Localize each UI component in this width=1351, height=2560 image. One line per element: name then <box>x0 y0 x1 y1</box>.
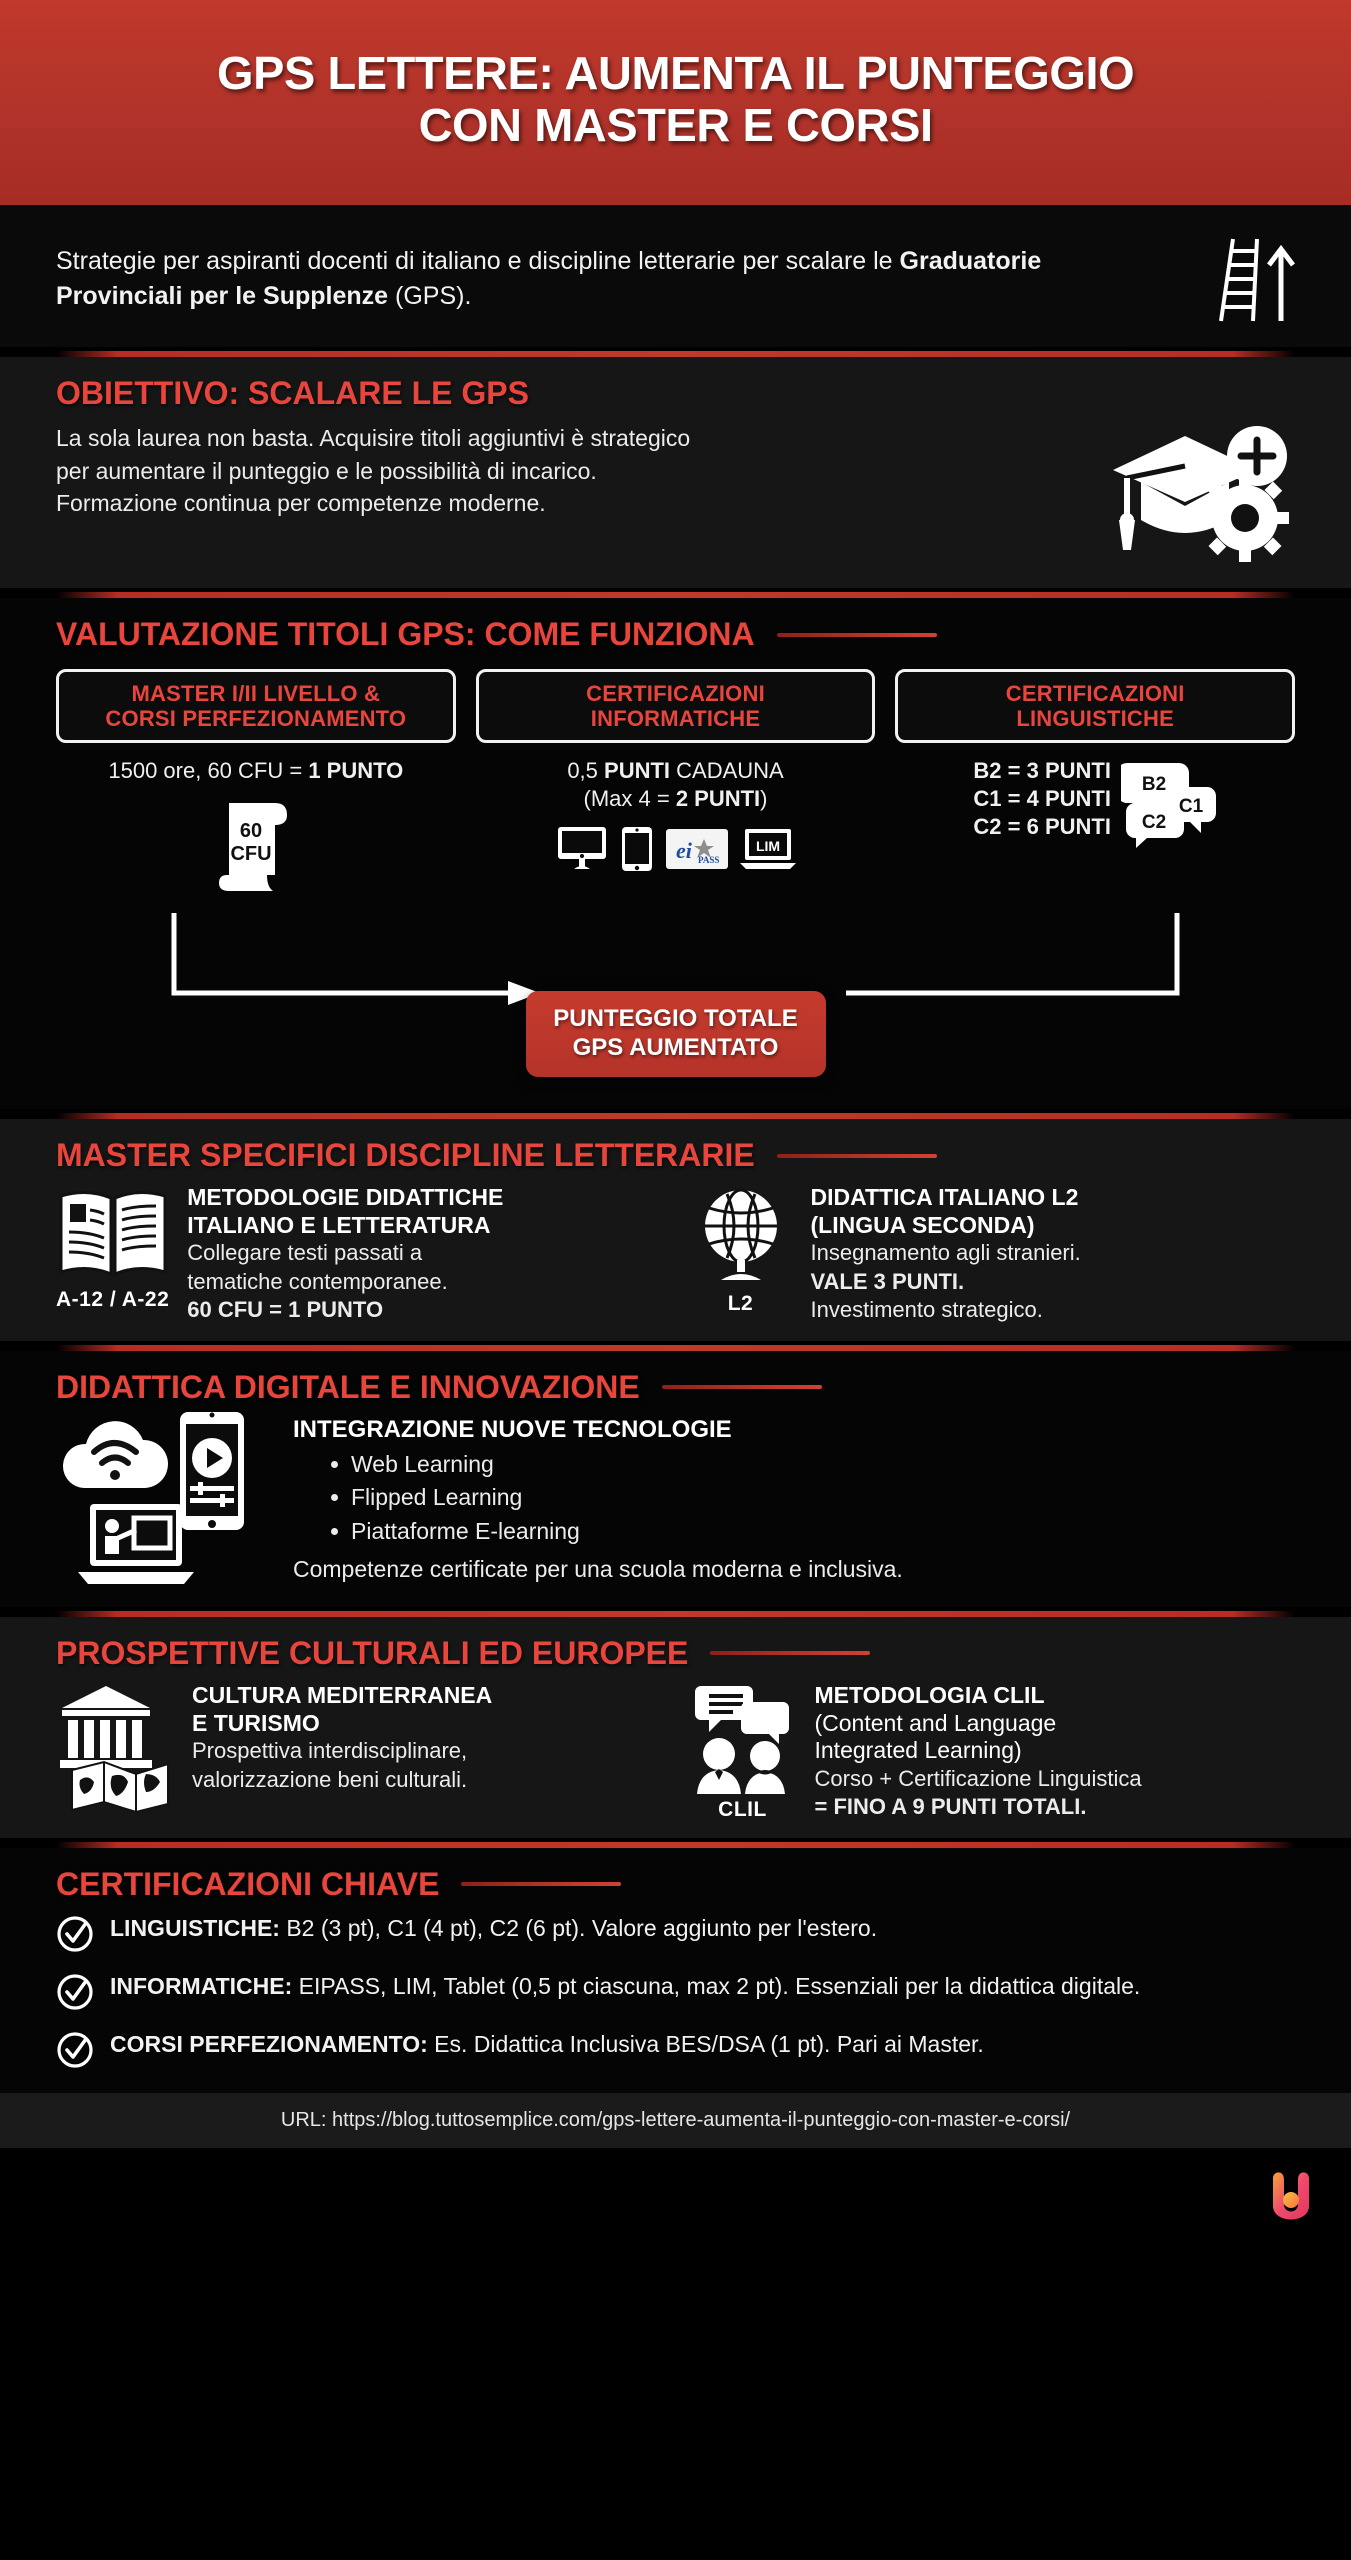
digital-bullet-list <box>329 1448 903 1548</box>
master-heading-row <box>56 1137 1295 1174</box>
check-circle-icon <box>56 1915 94 1953</box>
informatiche-icon-row <box>556 825 796 873</box>
card-informatiche-line-1: CERTIFICAZIONI <box>586 680 765 706</box>
section-valutazione <box>0 598 1351 1109</box>
cert-label: CORSI PERFEZIONAMENTO: <box>110 2030 428 2057</box>
temple-map-icon <box>56 1682 174 1812</box>
digital-icon-cluster <box>56 1416 271 1591</box>
cultural-item-desc: Prospettiva interdisciplinare, valorizzazione beni culturali. <box>192 1738 468 1792</box>
logo-band <box>0 2148 1351 2268</box>
check-circle-icon <box>56 1973 94 2011</box>
obiettivo-heading-row <box>56 375 1295 412</box>
heading-rule <box>662 1385 822 1389</box>
title-line-2: CON MASTER E CORSI <box>418 98 933 151</box>
master-note-plain: 1500 ore, 60 CFU = <box>108 758 309 783</box>
section-certificazioni-chiave <box>0 1848 1351 2093</box>
open-book-icon <box>57 1184 169 1284</box>
valutazione-heading: VALUTAZIONE TITOLI GPS: COME FUNZIONA <box>56 616 755 652</box>
total-score-box <box>526 991 826 1077</box>
evaluation-cards <box>56 669 1295 893</box>
section-master-specifici <box>0 1119 1351 1341</box>
source-url: URL: https://blog.tuttosemplice.com/gps-lettere-aumenta-il-punteggio-con-master-e-corsi/ <box>280 2108 1071 2131</box>
flow-diagram <box>56 663 1295 1093</box>
master-item-desc: Collegare testi passati a tematiche contemporanee. 60 CFU = 1 PUNTO <box>187 1240 448 1323</box>
list-item: Flipped Learning <box>329 1481 903 1514</box>
list-item: Web Learning <box>329 1448 903 1481</box>
subtitle-text <box>56 244 1161 315</box>
evaluation-column-master <box>56 669 456 893</box>
svg-text:PASS: PASS <box>697 855 719 866</box>
master-item-metodologie <box>56 1184 663 1325</box>
master-note-bold: 1 PUNTO <box>308 758 404 783</box>
card-master-line-1: MASTER I/II LIVELLO & <box>131 680 381 706</box>
check-circle-icon <box>56 2031 94 2069</box>
lim-laptop-icon <box>740 827 796 871</box>
valutazione-heading-row <box>56 616 1295 653</box>
svg-text:C2: C2 <box>1141 812 1167 833</box>
heading-rule <box>777 1154 937 1158</box>
tablet-icon <box>620 825 654 873</box>
globe-icon <box>689 1184 793 1288</box>
master-item-title: METODOLOGIE DIDATTICHE ITALIANO E LETTERATURA <box>187 1184 504 1238</box>
master-item-italiano-l2 <box>689 1184 1296 1325</box>
desktop-monitor-icon <box>556 825 608 873</box>
venngage-v-logo <box>1265 2170 1317 2232</box>
card-linguistiche-line-2: LINGUISTICHE <box>1016 706 1174 731</box>
cloud-wifi-icon <box>56 1416 174 1504</box>
cert-label: INFORMATICHE: <box>110 1972 293 1999</box>
cert-text: Es. Didattica Inclusiva BES/DSA (1 pt). Pari ai Master. <box>427 2030 984 2057</box>
card-linguistiche <box>895 669 1295 743</box>
page-title <box>217 48 1134 151</box>
list-item: Piattaforme E-learning <box>329 1515 903 1548</box>
svg-text:LIM: LIM <box>755 838 780 855</box>
cultural-item-desc: Corso + Certificazione Linguistica = FINO A 9 PUNTI TOTALI. <box>814 1765 1142 1820</box>
laptop-teaching-icon <box>76 1502 196 1588</box>
linguistiche-levels: B2 = 3 PUNTI C1 = 4 PUNTI C2 = 6 PUNTI <box>973 758 1111 840</box>
speech-bubbles-icon <box>1121 757 1217 849</box>
obiettivo-heading: OBIETTIVO: SCALARE LE GPS <box>56 375 529 411</box>
graduation-cap-plus-gear-icon <box>1105 422 1295 572</box>
card-informatiche-line-2: INFORMATICHE <box>590 706 761 731</box>
digital-footnote: Competenze certificate per una scuola moderna e inclusiva. <box>293 1556 903 1582</box>
section-obiettivo <box>0 357 1351 588</box>
subtitle-part-2: (GPS). <box>388 282 472 310</box>
heading-rule <box>461 1882 621 1886</box>
card-master-line-2: CORSI PERFEZIONAMENTO <box>105 706 407 731</box>
svg-text:B2: B2 <box>1141 774 1167 795</box>
obiettivo-text <box>56 422 690 520</box>
evaluation-column-informatiche <box>476 669 876 893</box>
master-note <box>108 757 403 785</box>
evaluation-column-linguistiche <box>895 669 1295 893</box>
cultural-item-caption: CLIL <box>718 1797 767 1821</box>
people-speech-icon <box>689 1682 797 1794</box>
obiettivo-line-3: Formazione continua per competenze moderne. <box>56 490 546 517</box>
total-line-1: PUNTEGGIO TOTALE <box>553 1005 798 1033</box>
digital-title: INTEGRAZIONE NUOVE TECNOLOGIE <box>293 1415 732 1443</box>
master-heading: MASTER SPECIFICI DISCIPLINE LETTERARIE <box>56 1137 755 1173</box>
ladder-up-arrow-icon <box>1199 233 1295 325</box>
master-item-desc: Insegnamento agli stranieri. VALE 3 PUNTI. Investimento strategico. <box>810 1240 1081 1323</box>
list-item <box>56 2029 1295 2069</box>
card-informatiche <box>476 669 876 743</box>
section-didattica-digitale <box>0 1351 1351 1607</box>
eipass-logo-icon <box>666 829 728 869</box>
list-item <box>56 1971 1295 2011</box>
master-item-title: DIDATTICA ITALIANO L2 (LINGUA SECONDA) <box>810 1184 1079 1238</box>
certificazioni-heading-row <box>56 1866 1295 1903</box>
culturali-heading: PROSPETTIVE CULTURALI ED EUROPEE <box>56 1634 689 1671</box>
total-line-2: GPS AUMENTATO <box>572 1034 779 1062</box>
cert-text: B2 (3 pt), C1 (4 pt), C2 (6 pt). Valore aggiunto per l'estero. <box>279 1914 878 1941</box>
card-master <box>56 669 456 743</box>
header-banner <box>0 0 1351 205</box>
cert-label: LINGUISTICHE: <box>110 1914 280 1941</box>
master-item-caption: L2 <box>727 1292 754 1315</box>
heading-rule <box>777 633 937 637</box>
obiettivo-line-2: per aumentare il punteggio e le possibilità di incarico. <box>56 457 597 484</box>
digitale-heading: DIDATTICA DIGITALE E INNOVAZIONE <box>56 1368 640 1405</box>
card-linguistiche-line-1: CERTIFICAZIONI <box>1005 680 1185 706</box>
digital-text-block <box>293 1416 903 1583</box>
obiettivo-line-1: La sola laurea non basta. Acquisire titoli aggiuntivi è strategico <box>56 425 691 451</box>
cultural-item-mediterranea <box>56 1682 663 1822</box>
cultural-item-clil <box>689 1682 1296 1822</box>
svg-text:60: 60 <box>239 820 262 843</box>
cultural-item-title: METODOLOGIA CLIL (Content and Language Integrated Learning) <box>814 1681 1057 1764</box>
subtitle-bold: Graduatorie Provinciali per le Supplenze <box>56 246 1042 310</box>
informatiche-note: 0,5 PUNTI CADAUNA (Max 4 = 2 PUNTI) <box>567 758 784 812</box>
subtitle-part-1: Strategie per aspiranti docenti di italiano e discipline letterarie per scalare le <box>56 246 900 275</box>
cert-text: EIPASS, LIM, Tablet (0,5 pt ciascuna, max 2 pt). Essenziali per la didattica digitale. <box>292 1972 1141 1999</box>
section-prospettive-culturali <box>0 1617 1351 1838</box>
svg-text:ei: ei <box>675 838 692 864</box>
title-line-1: GPS LETTERE: AUMENTA IL PUNTEGGIO <box>216 46 1135 99</box>
digitale-heading-row <box>56 1369 1295 1406</box>
culturali-heading-row <box>56 1635 1295 1672</box>
subtitle-band <box>0 205 1351 347</box>
certificazioni-heading: CERTIFICAZIONI CHIAVE <box>56 1865 440 1902</box>
certifications-list <box>56 1913 1295 2069</box>
svg-text:C1: C1 <box>1178 796 1204 817</box>
svg-text:CFU: CFU <box>230 843 272 866</box>
url-band <box>0 2093 1351 2148</box>
cultural-item-title: CULTURA MEDITERRANEA E TURISMO <box>192 1681 493 1736</box>
heading-rule <box>710 1651 870 1655</box>
scroll-certificate-icon <box>217 797 295 893</box>
list-item <box>56 1913 1295 1953</box>
master-item-caption: A-12 / A-22 <box>56 1288 170 1311</box>
